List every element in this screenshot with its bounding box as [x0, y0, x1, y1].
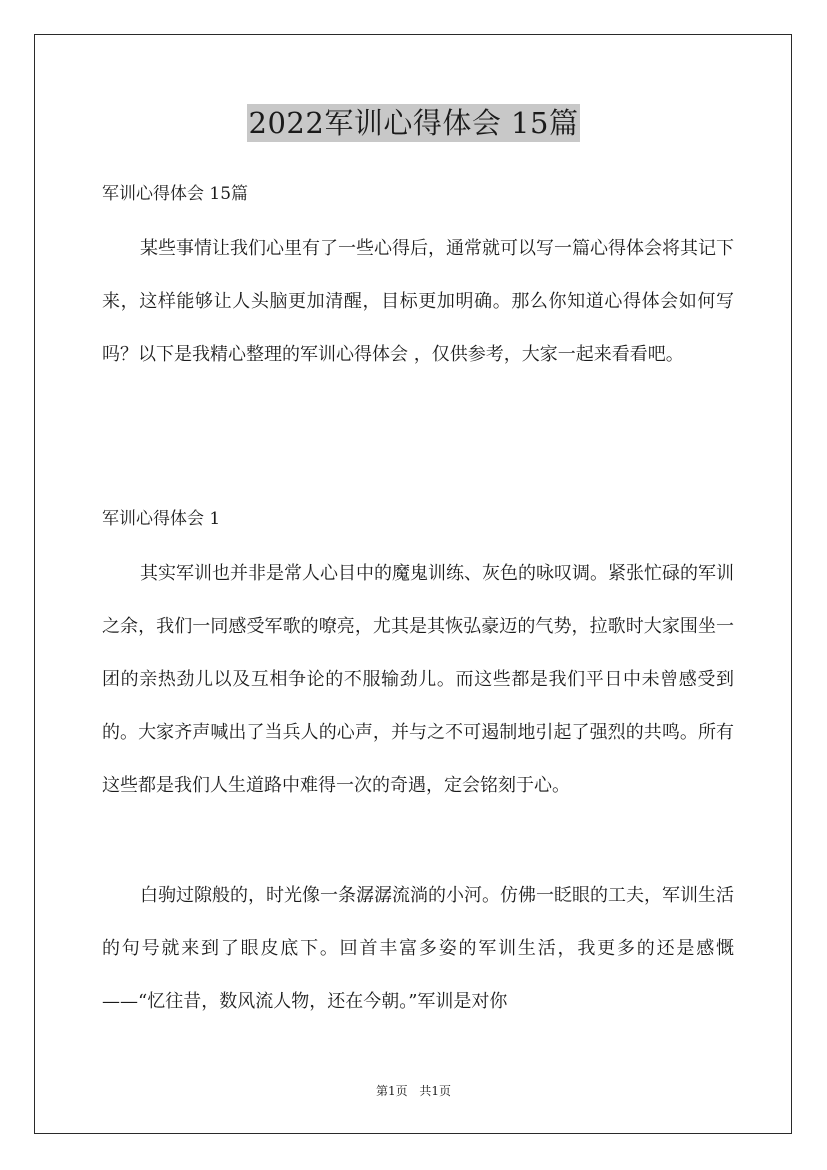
- section-1-paragraph-2: 白驹过隙般的，时光像一条潺潺流淌的小河。仿佛一眨眼的工夫，军训生活的句号就来到了眼皮底下。回首丰富多姿的军训生活，我更多的还是感慨——“忆往昔，数风流人物，还在今朝。”军训是对你: [102, 885, 734, 1012]
- document-subtitle: 军训心得体会 15篇: [102, 184, 249, 204]
- page-number: 第1页: [375, 1084, 408, 1098]
- intro-paragraph: 某些事情让我们心里有了一些心得后，通常就可以写一篇心得体会将其记下来，这样能够让人头脑更加清醒，目标更加明确。那么你知道心得体会如何写吗？以下是我精心整理的军训心得体会 ，仅供参考，大家一起来看看吧。: [102, 238, 734, 365]
- page-footer: [0, 1083, 827, 1099]
- document-title: 2022军训心得体会 15篇: [248, 106, 579, 140]
- total-pages: 共1页: [419, 1084, 452, 1098]
- section-heading-1: 军训心得体会 1: [102, 509, 221, 529]
- section-1-paragraph-1: 其实军训也并非是常人心目中的魔鬼训练、灰色的咏叹调。紧张忙碌的军训之余，我们一同感受军歌的嘹亮，尤其是其恢弘豪迈的气势，拉歌时大家围坐一团的亲热劲儿以及互相争论的不服输劲儿。而这些都是我们平日中未曾感受到的。大家齐声喊出了当兵人的心声，并与之不可遏制地引起了强烈的共鸣。所有这些都是我们人生道路中难得一次的奇遇，定会铭刻于心。: [102, 563, 734, 796]
- title-container: [0, 104, 827, 142]
